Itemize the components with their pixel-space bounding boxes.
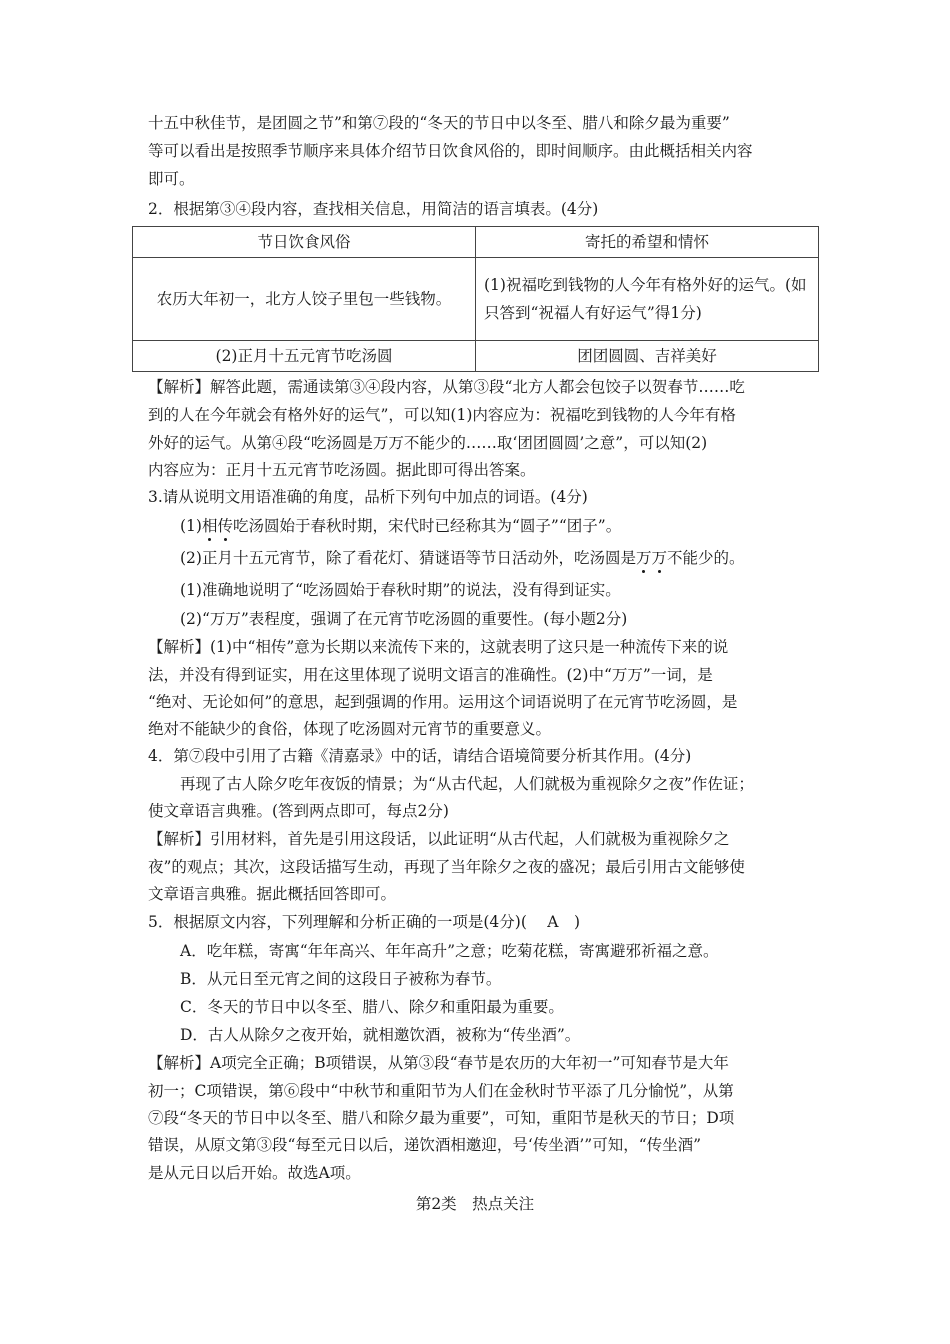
emphasis-dot-char: 万 (651, 549, 667, 567)
q3-analysis-line: 【解析】(1)中“相传”意为长期以来流传下来的，这就表明了这只是一种流传下来的说 (148, 638, 729, 656)
emphasis-dot-char: 相 (201, 517, 218, 535)
table-cell: 团团圆圆、吉祥美好 (476, 341, 819, 372)
q2-question: 2．根据第③④段内容，查找相关信息，用简洁的语言填表。(4分) (148, 200, 599, 218)
q5-option-c: C．冬天的节日中以冬至、腊八、除夕和重阳最为重要。 (180, 998, 564, 1016)
q5-analysis-line: 【解析】A项完全正确；B项错误，从第③段“春节是农历的大年初一”可知春节是大年 (148, 1054, 729, 1072)
sentence-text: 不能少的。 (667, 549, 745, 567)
q4-answer-line: 再现了古人除夕吃年夜饭的情景；为“从古代起，人们就极为重视除夕之夜”作佐证； (180, 775, 754, 793)
table-cell: 农历大年初一，北方人饺子里包一些钱物。 (133, 258, 476, 341)
q5-analysis-line: 初一；C项错误，第⑥段中“中秋节和重阳节为人们在金秋时节平添了几分愉悦”，从第 (148, 1082, 734, 1100)
q5-analysis-line: ⑦段“冬天的节日中以冬至、腊八和除夕最为重要”，可知，重阳节是秋天的节日；D项 (148, 1109, 735, 1127)
q2-analysis-line: 内容应为：正月十五元宵节吃汤圆。据此即可得出答案。 (148, 461, 536, 479)
q5-question: 5．根据原文内容，下列理解和分析正确的一项是(4分)( A ) (148, 913, 581, 931)
q3-answer-line: (2)“万万”表程度，强调了在元宵节吃汤圆的重要性。(每小题2分) (180, 610, 628, 628)
q4-analysis-line: 文章语言典雅。据此概括回答即可。 (148, 885, 397, 903)
q4-analysis-line: 【解析】引用材料，首先是引用这段话，以此证明“从古代起，人们就极为重视除夕之 (148, 830, 730, 848)
sentence-text: (1) (180, 517, 202, 535)
q2-analysis-line: 【解析】解答此题，需通读第③④段内容，从第③段“北方人都会包饺子以贺春节……吃 (148, 378, 745, 396)
q3-sentence-2 (180, 548, 745, 568)
q5-analysis-line: 错误，从原文第③段“每至元日以后，递饮酒相邀迎，号‘传坐酒’”可知，“传坐酒” (148, 1136, 702, 1154)
q4-answer-line: 使文章语言典雅。(答到两点即可，每点2分) (148, 802, 449, 820)
q5-analysis-line: 是从元日以后开始。故选A项。 (148, 1164, 361, 1182)
q3-analysis-line: 法，并没有得到证实，用在这里体现了说明文语言的准确性。(2)中“万万”一词，是 (148, 666, 713, 684)
q5-option-b: B．从元日至元宵之间的这段日子被称为春节。 (180, 970, 502, 988)
q3-sentence-1 (180, 516, 621, 536)
q5-option-d: D．古人从除夕之夜开始，就相邀饮酒，被称为“传坐酒”。 (180, 1026, 581, 1044)
q4-question: 4．第⑦段中引用了古籍《清嘉录》中的话，请结合语境简要分析其作用。(4分) (148, 747, 692, 765)
emphasis-dot-char: 传 (217, 517, 233, 535)
intro-line-3: 即可。 (148, 170, 195, 188)
sentence-text: 吃汤圆始于春秋时期，宋代时已经称其为“圆子”“团子”。 (233, 517, 622, 535)
sentence-text: (2)正月十五元宵节，除了看花灯、猜谜语等节日活动外，吃汤圆是 (180, 549, 636, 567)
intro-line-1: 十五中秋佳节，是团圆之节”和第⑦段的“冬天的节日中以冬至、腊八和除夕最为重要” (148, 114, 730, 132)
intro-line-2: 等可以看出是按照季节顺序来具体介绍节日饮食风俗的，即时间顺序。由此概括相关内容 (148, 142, 753, 160)
table-cell: (1)祝福吃到钱物的人今年有格外好的运气。(如只答到“祝福人有好运气”得1分) (476, 258, 819, 341)
q4-analysis-line: 夜”的观点；其次，这段话描写生动，再现了当年除夕之夜的盛况；最后引用古文能够使 (148, 858, 745, 876)
q5-option-a: A．吃年糕，寄寓“年年高兴、年年高升”之意；吃菊花糕，寄寓避邪祈福之意。 (180, 942, 719, 960)
q2-analysis-line: 外好的运气。从第④段“吃汤圆是万万不能少的……取‘团团圆圆’之意”，可以知(2) (148, 434, 708, 452)
emphasis-dot-char: 万 (635, 549, 652, 567)
section-footer: 第2类 热点关注 (415, 1195, 535, 1213)
q3-answer-line: (1)准确地说明了“吃汤圆始于春秋时期”的说法，没有得到证实。 (180, 581, 621, 599)
q3-question: 3.请从说明文用语准确的角度，品析下列句中加点的词语。(4分) (148, 488, 588, 506)
q2-analysis-line: 到的人在今年就会有格外好的运气”，可以知(1)内容应为：祝福吃到钱物的人今年有格 (148, 406, 736, 424)
q3-analysis-line: “绝对、无论如何”的意思，起到强调的作用。运用这个词语说明了在元宵节吃汤圆，是 (148, 693, 738, 711)
table-header-custom: 节日饮食风俗 (133, 227, 476, 258)
table-cell: (2)正月十五元宵节吃汤圆 (133, 341, 476, 372)
q2-fill-table (132, 226, 819, 372)
q3-analysis-line: 绝对不能缺少的食俗，体现了吃汤圆对元宵节的重要意义。 (148, 720, 552, 738)
table-header-hope: 寄托的希望和情怀 (476, 227, 819, 258)
